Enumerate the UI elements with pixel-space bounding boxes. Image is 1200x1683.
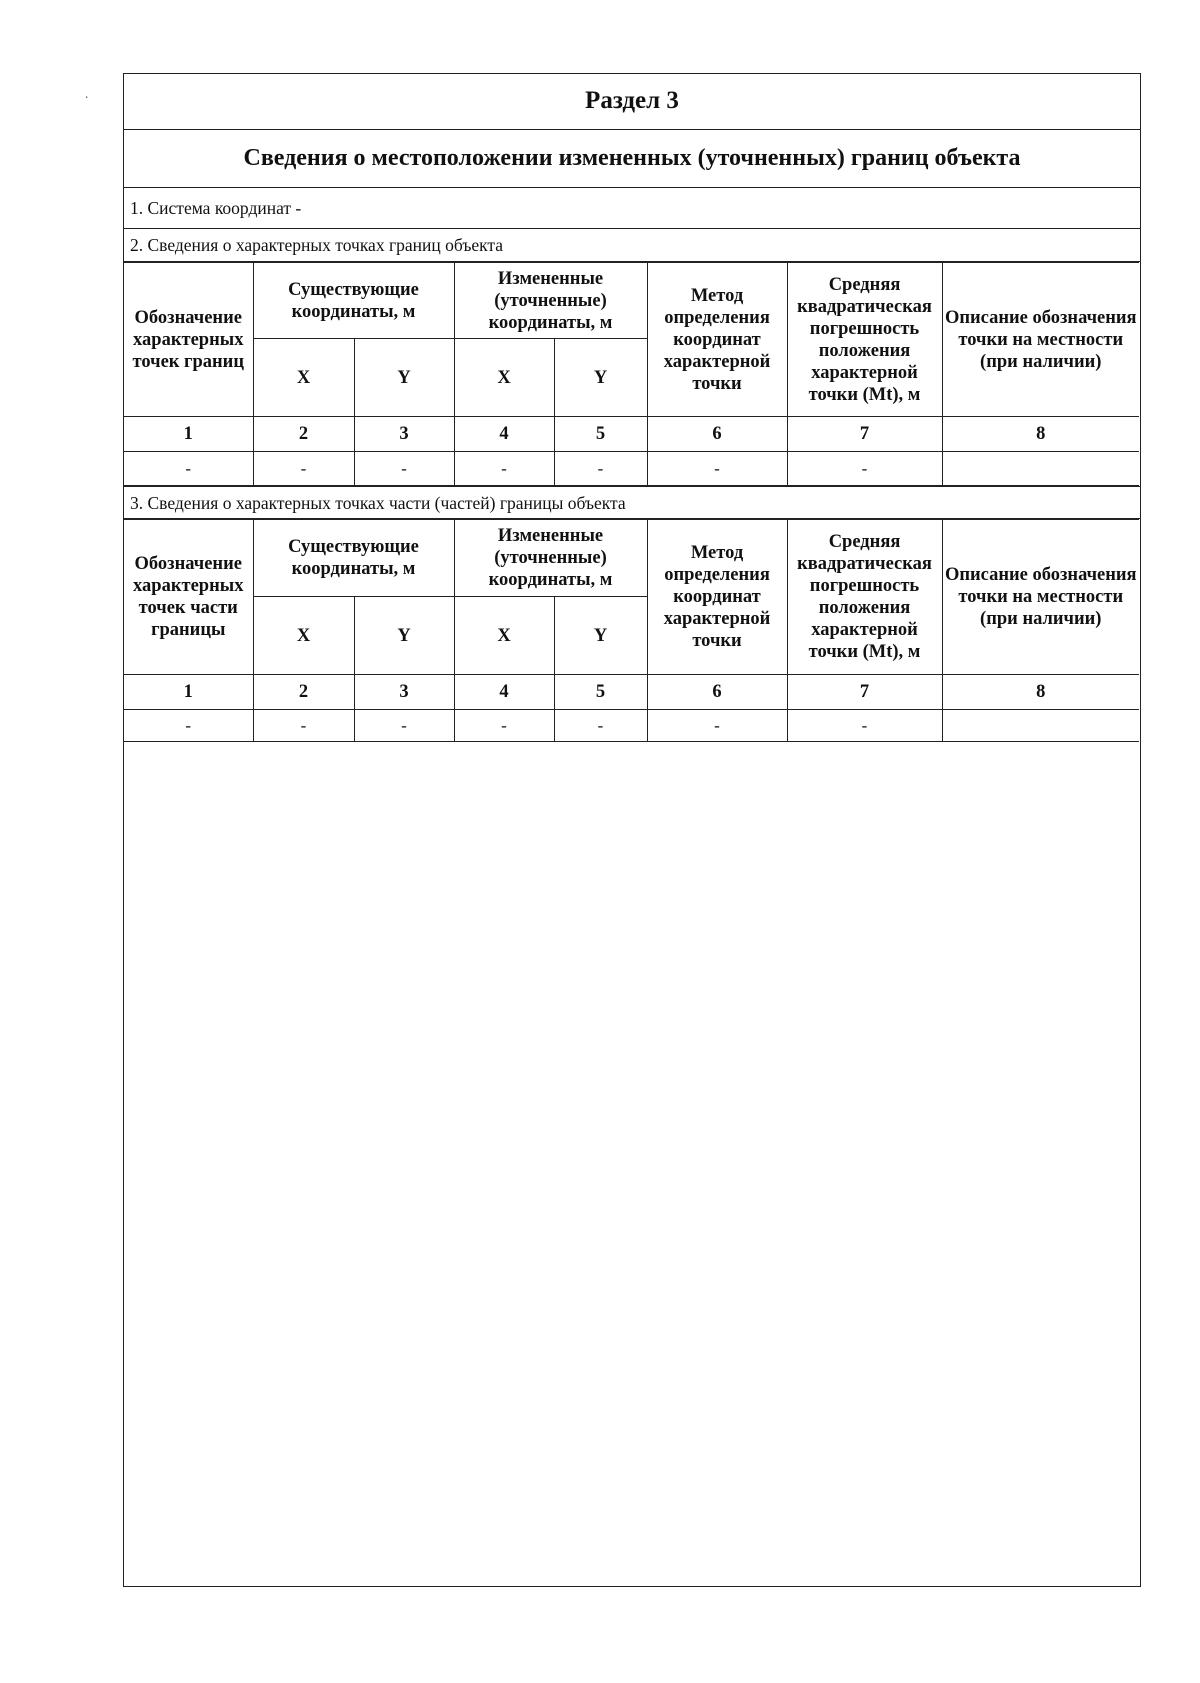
column-number: 7 (787, 417, 942, 452)
table-cell (942, 710, 1139, 742)
column-number: 2 (253, 417, 354, 452)
table-cell: - (647, 710, 787, 742)
coordinate-system-line: 1. Система координат - (124, 188, 1140, 229)
table-cell: - (253, 710, 354, 742)
part-boundary-points-table (124, 519, 1139, 742)
table-cell: - (354, 710, 454, 742)
table-cell (942, 452, 1139, 486)
stray-mark: ۰ (84, 92, 90, 103)
column-number: 3 (354, 417, 454, 452)
column-number: 7 (787, 675, 942, 710)
header-method: Метод определения координат характерной точки (647, 520, 787, 675)
column-number: 1 (124, 417, 253, 452)
table-cell: - (124, 710, 253, 742)
section-frame (123, 73, 1141, 1587)
header-existing-coords: Существующие координаты, м (253, 520, 454, 597)
table-cell: - (787, 452, 942, 486)
header-changed-x: X (454, 597, 554, 675)
header-description: Описание обозначения точки на местности (при наличии) (942, 520, 1139, 675)
column-number: 2 (253, 675, 354, 710)
section-title: Раздел 3 (124, 74, 1140, 130)
table-cell: - (554, 710, 647, 742)
header-changed-y: Y (554, 597, 647, 675)
table-row (124, 452, 1139, 486)
header-changed-y: Y (554, 339, 647, 417)
header-mean-error: Средняя квадратическая погрешность положения характерной точки (Mt), м (787, 520, 942, 675)
header-designation: Обозначение характерных точек части границы (124, 520, 253, 675)
table-cell: - (124, 452, 253, 486)
header-method: Метод определения координат характерной точки (647, 263, 787, 417)
header-existing-x: X (253, 339, 354, 417)
column-number: 8 (942, 675, 1139, 710)
column-number: 4 (454, 675, 554, 710)
column-number: 5 (554, 675, 647, 710)
part3-heading: 3. Сведения о характерных точках части (частей) границы объекта (124, 486, 1140, 519)
table-cell: - (253, 452, 354, 486)
column-number: 6 (647, 675, 787, 710)
header-existing-coords: Существующие координаты, м (253, 263, 454, 339)
header-mean-error: Средняя квадратическая погрешность положения характерной точки (Mt), м (787, 263, 942, 417)
column-number-row (124, 675, 1139, 710)
table-cell: - (454, 710, 554, 742)
header-changed-x: X (454, 339, 554, 417)
table-cell: - (647, 452, 787, 486)
table-cell: - (454, 452, 554, 486)
column-number: 6 (647, 417, 787, 452)
column-number: 8 (942, 417, 1139, 452)
header-existing-x: X (253, 597, 354, 675)
column-number: 5 (554, 417, 647, 452)
header-changed-coords: Измененные (уточненные) координаты, м (454, 263, 647, 339)
column-number: 4 (454, 417, 554, 452)
table-cell: - (554, 452, 647, 486)
header-existing-y: Y (354, 339, 454, 417)
column-number: 3 (354, 675, 454, 710)
table-cell: - (354, 452, 454, 486)
boundary-points-table (124, 262, 1139, 486)
header-description: Описание обозначения точки на местности (при наличии) (942, 263, 1139, 417)
header-changed-coords: Измененные (уточненные) координаты, м (454, 520, 647, 597)
part2-heading: 2. Сведения о характерных точках границ объекта (124, 229, 1140, 262)
header-designation: Обозначение характерных точек границ (124, 263, 253, 417)
table-cell: - (787, 710, 942, 742)
header-existing-y: Y (354, 597, 454, 675)
document-title: Сведения о местоположении измененных (уточненных) границ объекта (124, 130, 1140, 188)
column-number: 1 (124, 675, 253, 710)
column-number-row (124, 417, 1139, 452)
table-row (124, 710, 1139, 742)
